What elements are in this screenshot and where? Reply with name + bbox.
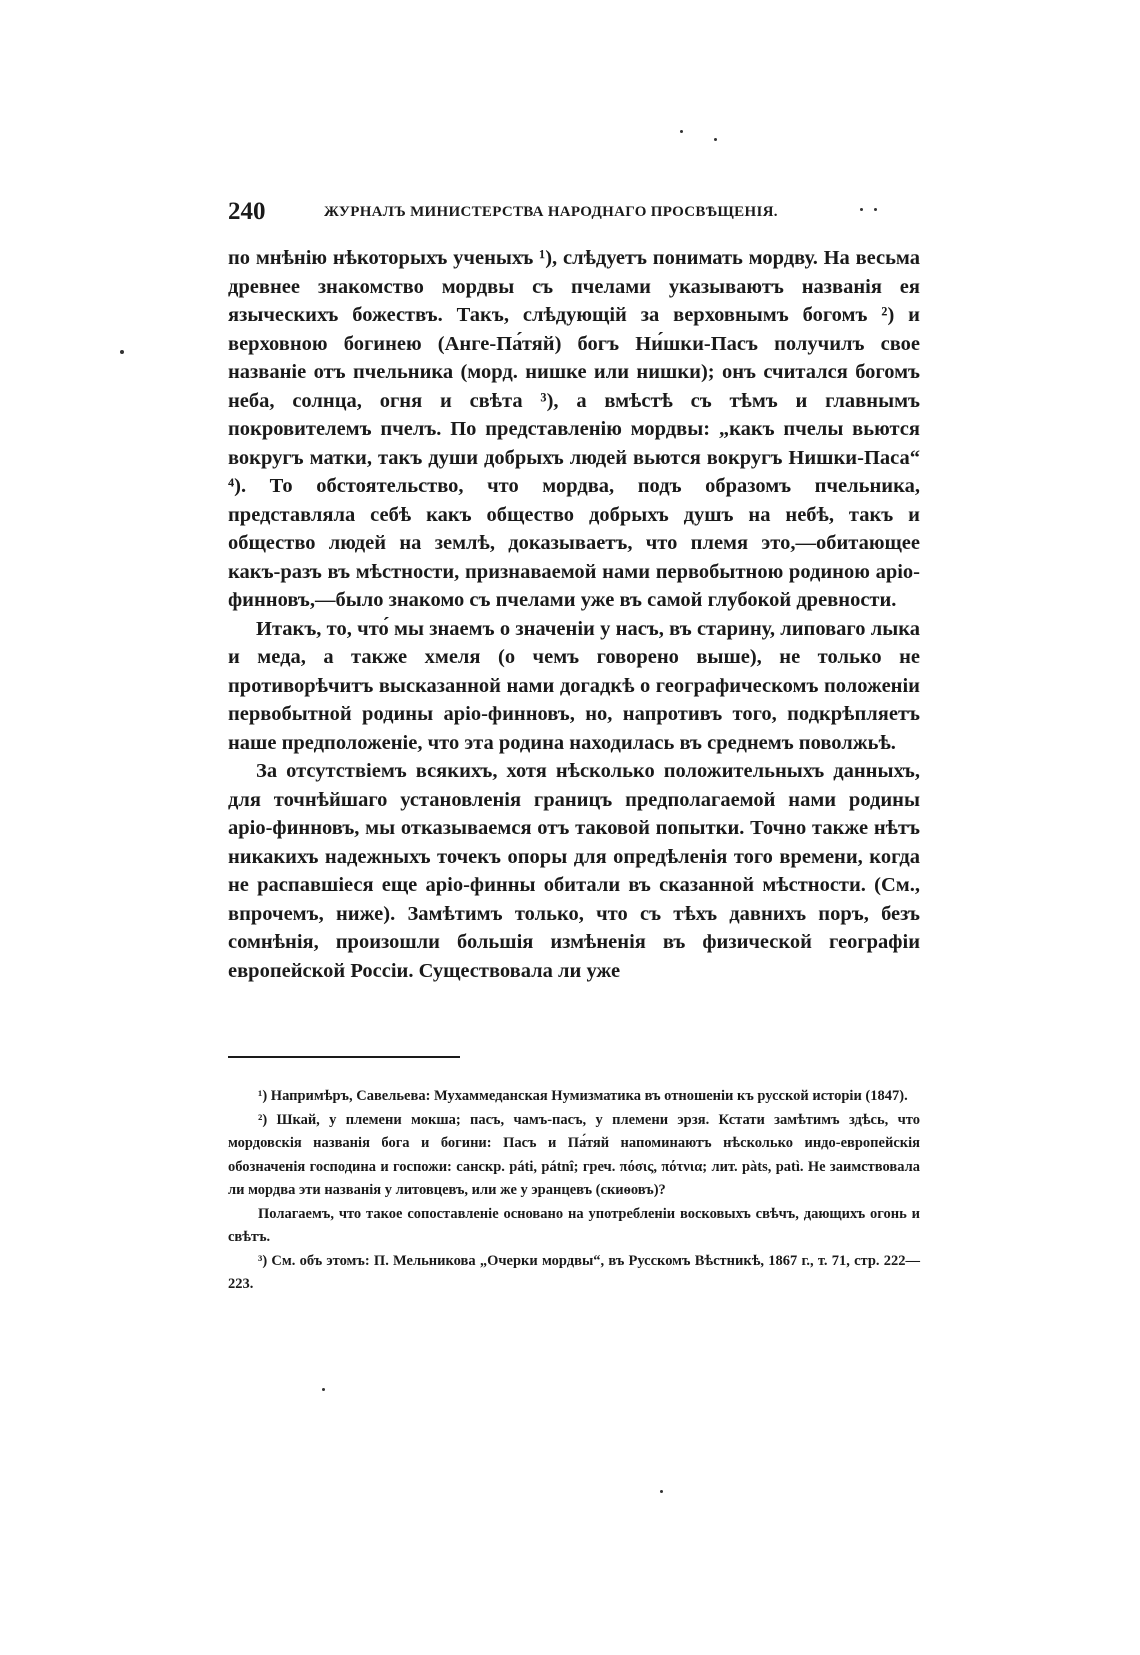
running-title: ЖУРНАЛЪ МИНИСТЕРСТВА НАРОДНАГО ПРОСВѢЩЕНІЯ. <box>324 204 778 220</box>
footnotes <box>228 1085 920 1297</box>
page-header <box>228 198 908 230</box>
scan-speck <box>874 208 877 211</box>
scan-speck <box>120 350 124 354</box>
footnote: ³) См. объ этомъ: П. Мельникова „Очерки мордвы“, въ Русскомъ Вѣстникѣ, 1867 г., т. 71, стр. 222—223. <box>228 1252 920 1292</box>
paragraph: по мнѣнію нѣкоторыхъ ученыхъ ¹), слѣдуетъ понимать мордву. На весьма древнее знакомство мордвы съ пчелами указываютъ названія ея языческихъ божествъ. Такъ, слѣдующій за верховнымъ богомъ ²) и верховною богинею (Анге-Па́тяй) богъ Ни́шки-Пасъ получилъ свое названіе отъ пчельника (морд. нишке или нишки); онъ считался богомъ неба, солнца, огня и свѣта ³), а вмѣстѣ съ тѣмъ и главнымъ покровителемъ пчелъ. По представленію мордвы: „какъ пчелы вьются вокругъ матки, такъ души добрыхъ людей вьются вокругъ Нишки-Паса“ ⁴). То обстоятельство, что мордва, подъ образомъ пчельника, представляла себѣ какъ общество добрыхъ душъ на небѣ, такъ и общество людей на землѣ, доказываетъ, что племя это,—обитающее какъ-разъ въ мѣстности, признаваемой нами первобытною родиною аріо-финновъ,—было знакомо съ пчелами уже въ самой глубокой древности. <box>228 247 920 611</box>
footnote-separator <box>228 1056 460 1058</box>
footnote: ¹) Напримѣръ, Савельева: Мухаммеданская Нумизматика въ отношеніи къ русской исторіи (1847). <box>258 1088 908 1104</box>
scan-speck <box>322 1388 325 1391</box>
scan-speck <box>714 138 717 141</box>
footnote: Полагаемъ, что такое сопоставленіе основано на употребленіи восковыхъ свѣчъ, дающихъ огонь и свѣтъ. <box>228 1205 920 1245</box>
scan-speck <box>680 130 683 133</box>
paragraph: За отсутствіемъ всякихъ, хотя нѣсколько положительныхъ данныхъ, для точнѣйшаго установленія границъ предполагаемой нами родины аріо-финновъ, мы отказываемся отъ таковой попытки. Точно также нѣтъ никакихъ надежныхъ точекъ опоры для опредѣленія того времени, когда не распавшіеся еще аріо-финны обитали въ сказанной мѣстности. (См., впрочемъ, ниже). Замѣтимъ только, что съ тѣхъ давнихъ поръ, безъ сомнѣнія, произошли большія измѣненія въ физической географіи европейской Россіи. Существовала ли уже <box>228 760 920 982</box>
body-text <box>228 244 920 985</box>
scan-speck <box>660 1490 663 1493</box>
paragraph: Итакъ, то, что́ мы знаемъ о значеніи у насъ, въ старину, липоваго лыка и меда, а также хмеля (о чемъ говорено выше), не только не противорѣчитъ высказанной нами догадкѣ о географическомъ положеніи первобытной родины аріо-финновъ, но, напротивъ того, подкрѣпляетъ наше предположеніе, что эта родина находилась въ среднемъ поволжьѣ. <box>228 617 920 754</box>
page-number: 240 <box>228 198 266 225</box>
footnote: ²) Шкай, у племени мокша; пасъ, чамъ-пасъ, у племени эрзя. Кстати замѣтимъ здѣсь, что мордовскія названія бога и богини: Пасъ и Па́тяй напоминаютъ нѣсколько индо-европейскія обозначенія господина и госпожи: санскр. páti, pátnî; греч. πόσις, πότνια; лит. pàts, patì. Не заимствовала ли мордва эти названія у литовцевъ, или же у эранцевъ (скиѳовъ)? <box>228 1111 920 1198</box>
scan-speck <box>860 208 863 211</box>
